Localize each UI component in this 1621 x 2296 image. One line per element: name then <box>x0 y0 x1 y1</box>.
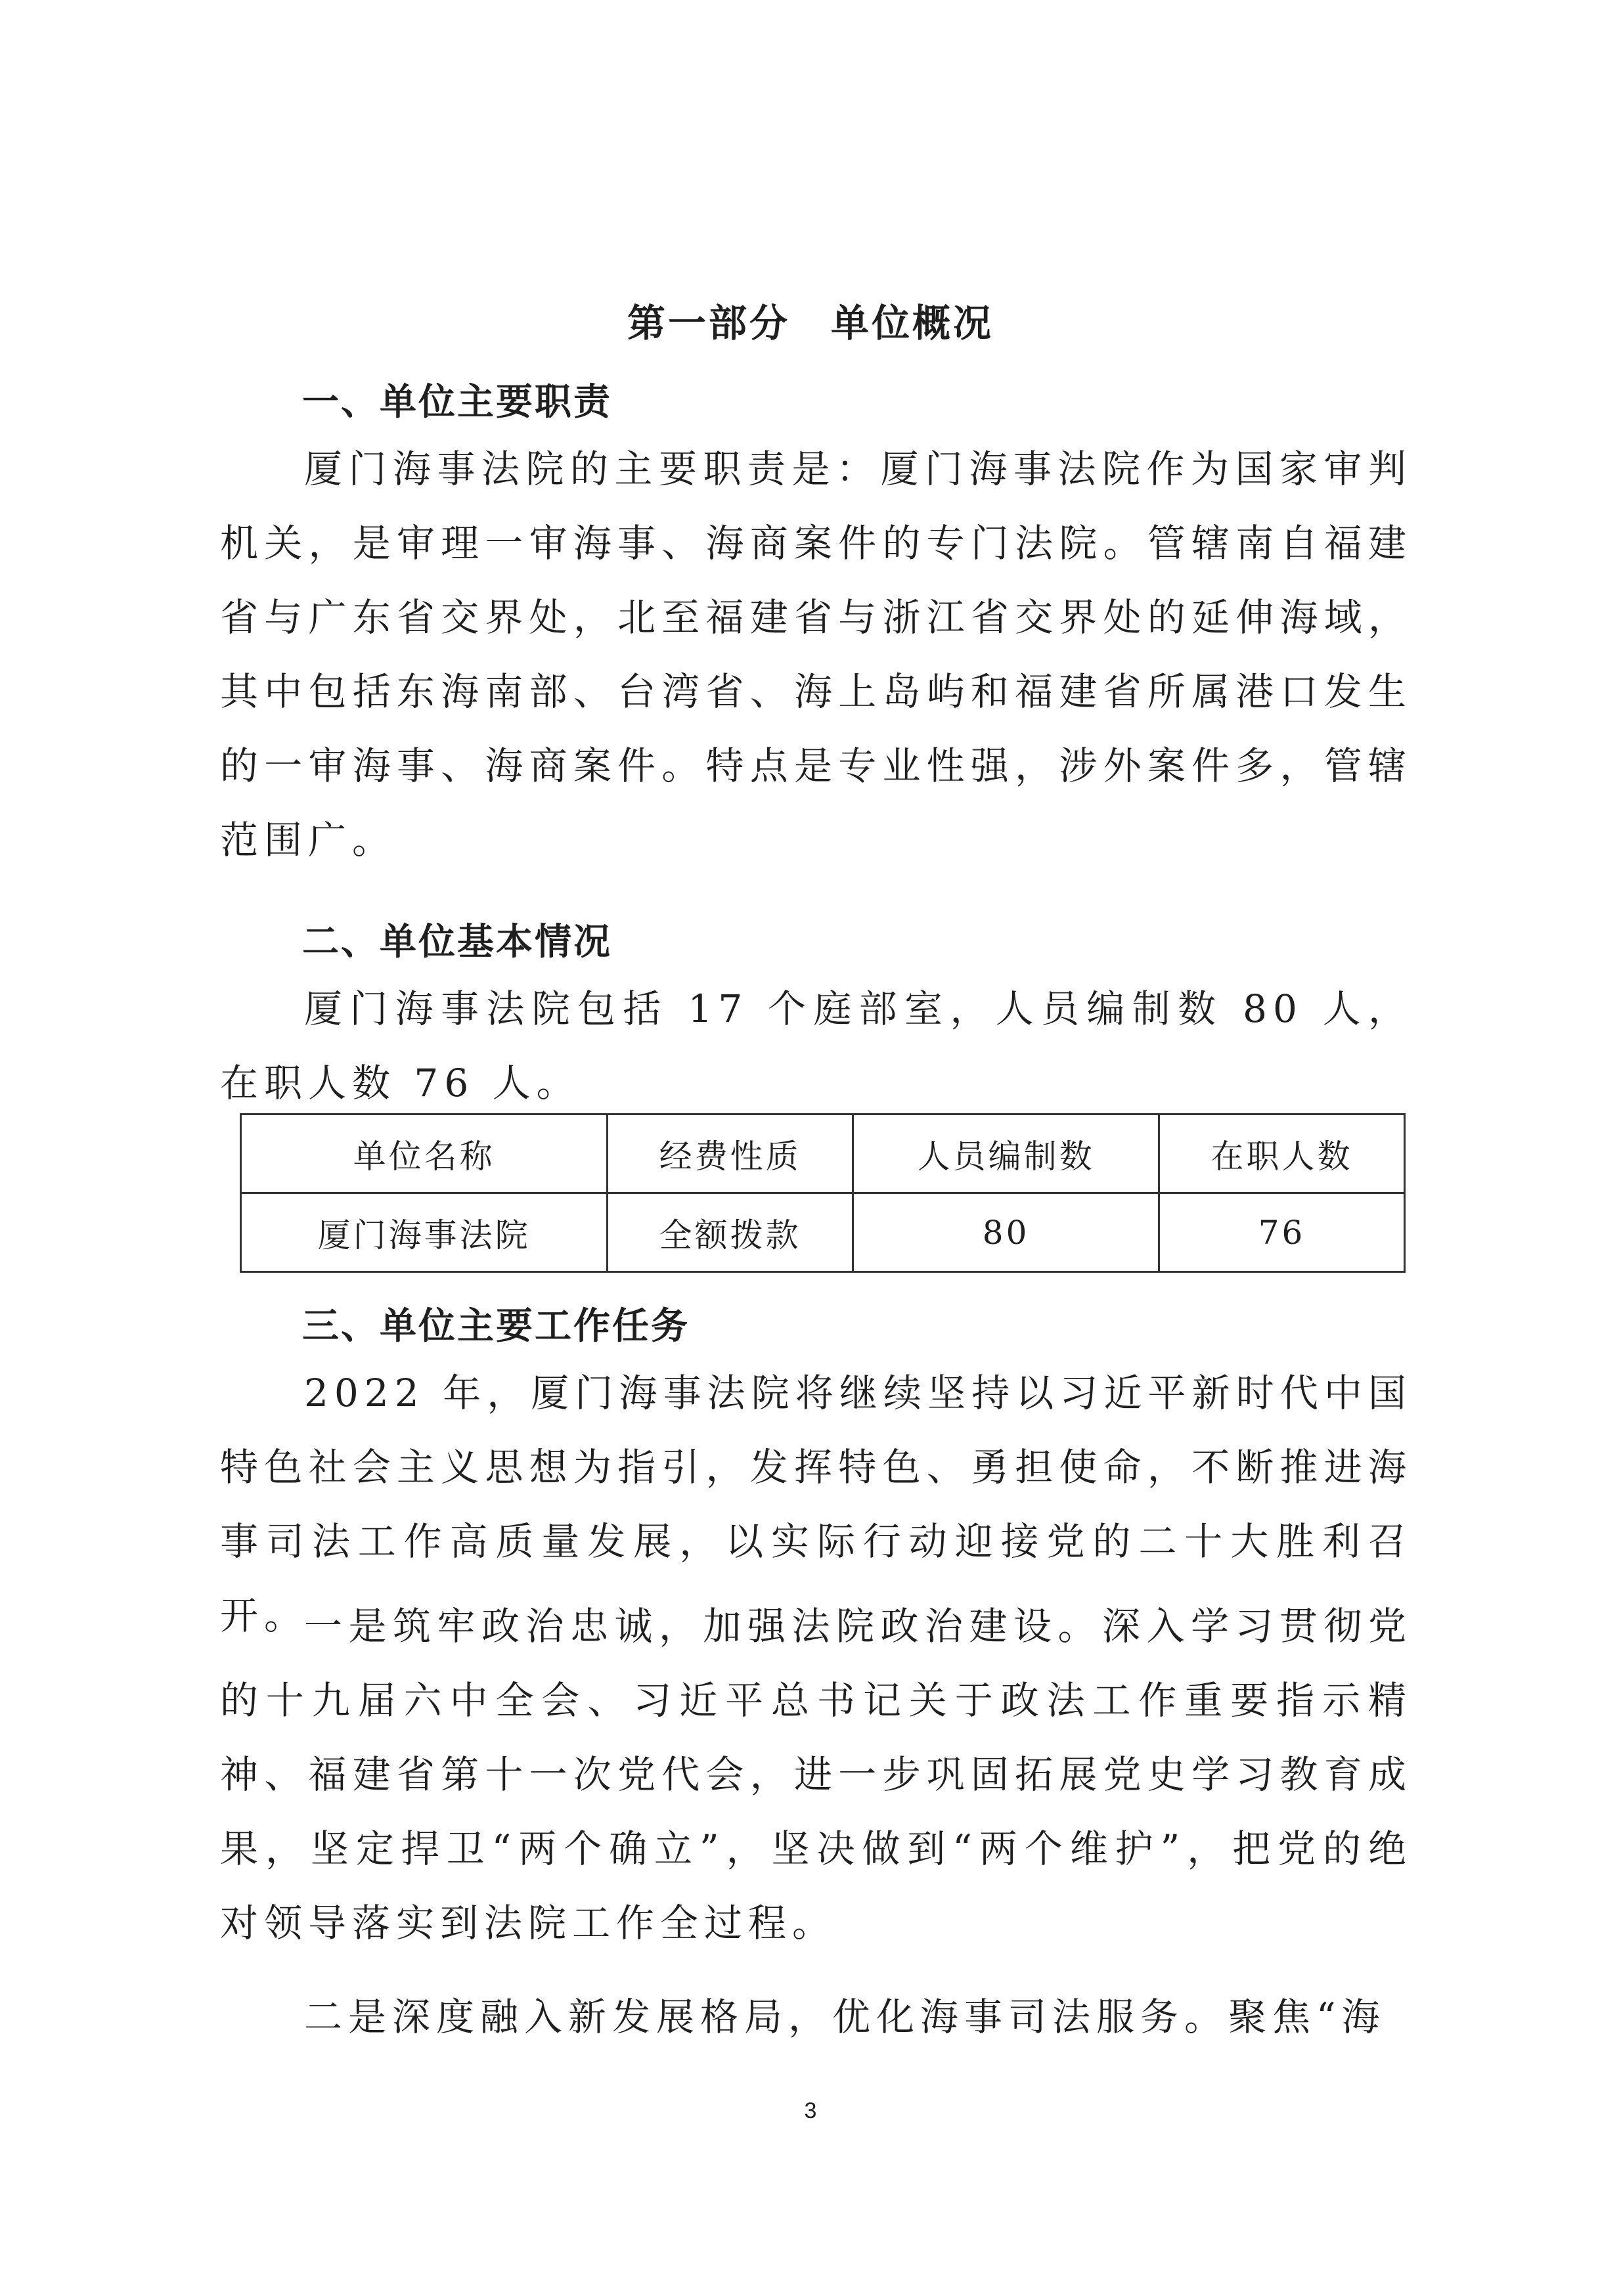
paragraph-tasks-intro: 2022 年，厦门海事法院将继续坚持以习近平新时代中国特色社会主义思想为指引，发挥特色、勇担使命，不断推进海事司法工作高质量发展，以实际行动迎接党的二十大胜利召开。 <box>220 1371 1412 1638</box>
table-cell: 全额拨款 <box>608 1193 853 1272</box>
table-header-cell: 经费性质 <box>608 1115 853 1193</box>
part-title: 第一部分 单位概况 <box>627 301 994 345</box>
section-heading-basic-info: 二、单位基本情况 <box>302 921 612 963</box>
table-row <box>241 1193 1405 1272</box>
table-cell: 80 <box>853 1193 1159 1272</box>
paragraph-basic-info: 厦门海事法院包括 17 个庭部室，人员编制数 80 人，在职人数 76 人。 <box>220 986 1412 1105</box>
section-heading-tasks: 三、单位主要工作任务 <box>302 1305 690 1348</box>
paragraph-duties: 厦门海事法院的主要职责是：厦门海事法院作为国家审判机关，是审理一审海事、海商案件的专门法院。管辖南自福建省与广东省交界处，北至福建省与浙江省交界处的延伸海域，其中包括东海南部、台湾省、海上岛屿和福建省所属港口发生的一审海事、海商案件。特点是专业性强，涉外案件多，管辖范围广。 <box>220 447 1412 862</box>
paragraph-task-two: 二是深度融入新发展格局，优化海事司法服务。聚焦“海 <box>304 1995 1386 2039</box>
page-number: 3 <box>804 2098 817 2123</box>
table-header-cell: 在职人数 <box>1159 1115 1405 1193</box>
table-header-cell: 人员编制数 <box>853 1115 1159 1193</box>
table-cell: 76 <box>1159 1193 1405 1272</box>
table-cell: 厦门海事法院 <box>241 1193 608 1272</box>
unit-info-table <box>240 1113 1406 1273</box>
table-header-row <box>241 1115 1405 1193</box>
table-header-cell: 单位名称 <box>241 1115 608 1193</box>
paragraph-task-one: 一是筑牢政治忠诚，加强法院政治建设。深入学习贯彻党的十九届六中全会、习近平总书记关于政法工作重要指示精神、福建省第十一次党代会，进一步巩固拓展党史学习教育成果，坚定捍卫“两个确立”，坚决做到“两个维护”，把党的绝对领导落实到法院工作全过程。 <box>220 1604 1412 1945</box>
section-heading-duties: 一、单位主要职责 <box>302 381 612 424</box>
